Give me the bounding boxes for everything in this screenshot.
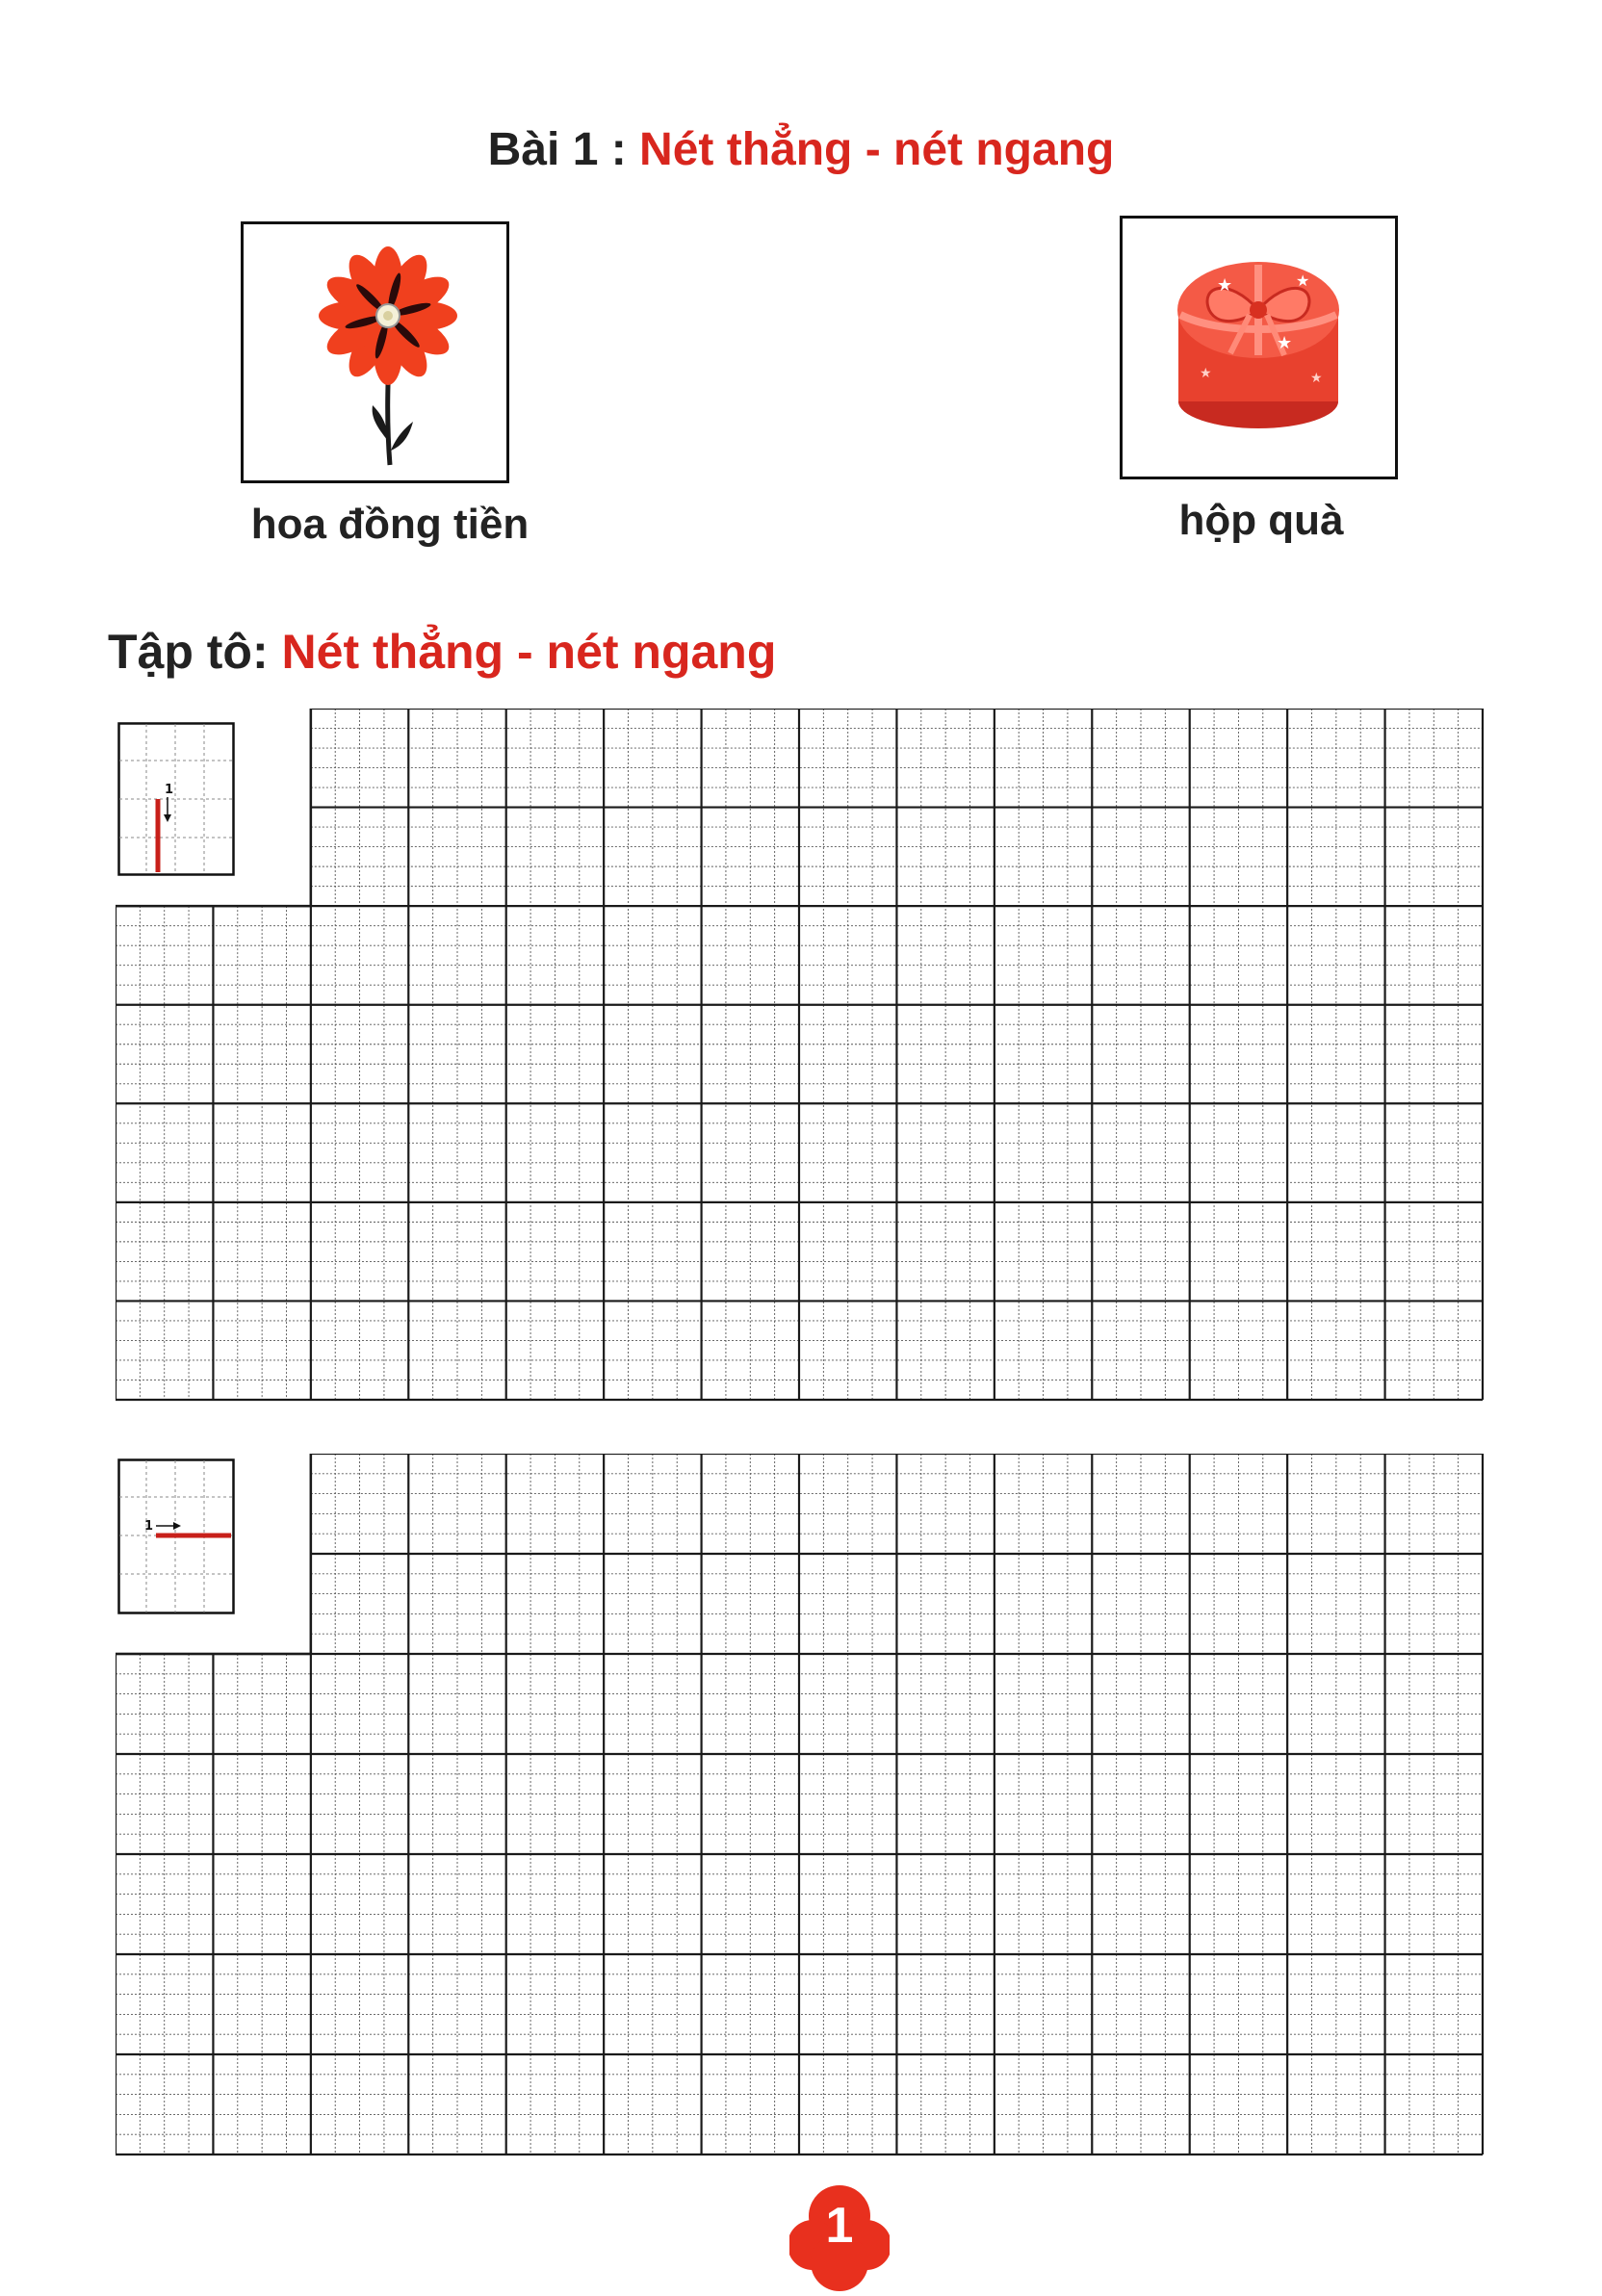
flower-caption: hoa đồng tiền — [250, 501, 530, 548]
page-number-badge — [789, 2183, 890, 2291]
svg-text:★: ★ — [1277, 333, 1293, 353]
lesson-title-text: Nét thẳng - nét ngang — [639, 124, 1115, 175]
svg-text:★: ★ — [1217, 275, 1233, 296]
lesson-label: Bài 1 : — [487, 124, 627, 175]
gift-caption: hộp quà — [1178, 497, 1344, 544]
practice-title: Nét thẳng - nét ngang — [281, 625, 777, 679]
flower-picture-box — [241, 221, 509, 483]
horizontal-stroke-sample — [117, 1458, 235, 1614]
tracing-grid-horizontal[interactable] — [116, 1454, 1485, 2156]
svg-text:★: ★ — [1310, 371, 1323, 386]
tracing-grid-vertical[interactable] — [116, 709, 1485, 1402]
practice-label: Tập tô: — [108, 625, 269, 679]
gift-picture-box — [1120, 216, 1398, 479]
flower-icon — [244, 224, 506, 480]
lesson-title — [0, 123, 1602, 176]
gift-box-icon — [1123, 219, 1395, 477]
svg-text:★: ★ — [1296, 271, 1310, 290]
stroke-step-number: 1 — [165, 783, 174, 797]
page-number: 1 — [825, 2198, 854, 2254]
stroke-step-number: 1 — [144, 1519, 154, 1534]
vertical-stroke-sample — [117, 722, 235, 876]
svg-text:★: ★ — [1200, 366, 1212, 381]
practice-heading — [108, 624, 776, 680]
